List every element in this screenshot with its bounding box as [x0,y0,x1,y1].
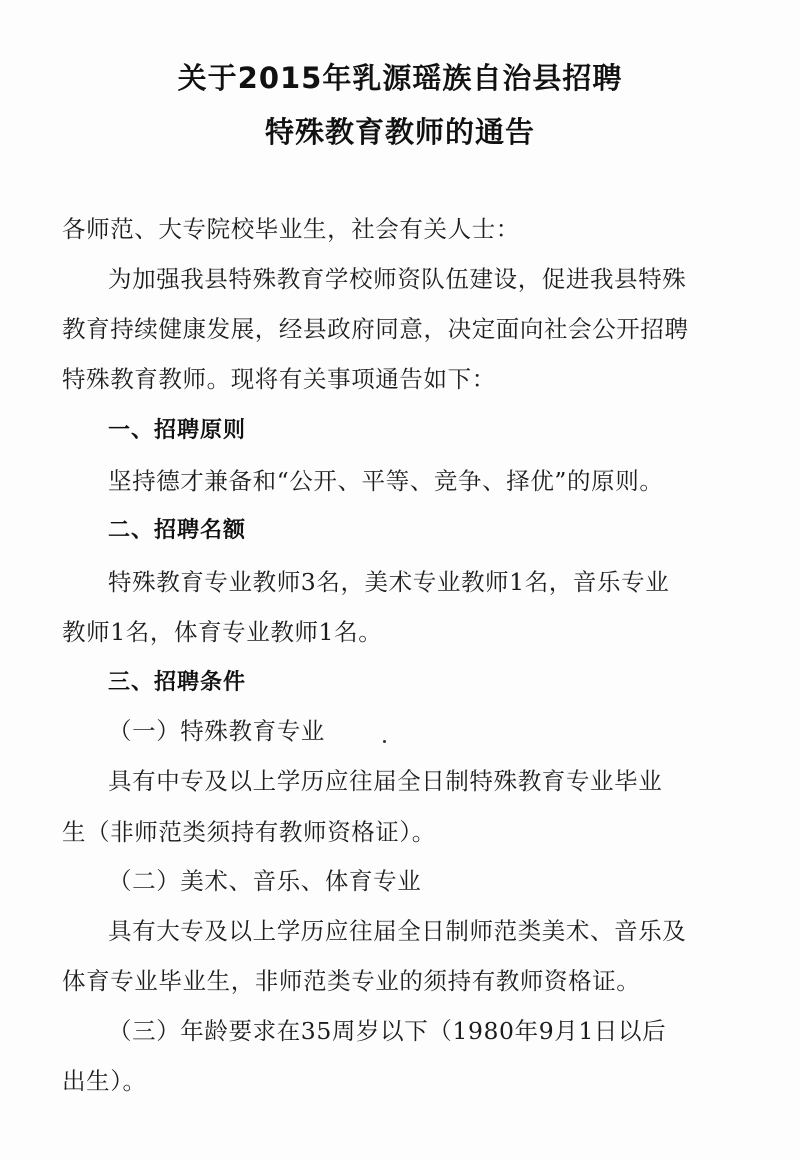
special-education-line-2: 生（非师范类须持有教师资格证）。 [62,818,436,846]
scan-speck [383,740,386,743]
document-title-line-2: 特殊教育教师的通告 [264,115,535,149]
section-heading-quota: 二、招聘名额 [108,518,247,543]
section-heading-conditions: 三、招聘条件 [108,670,247,695]
subsection-heading-special-education: （一）特殊教育专业 [108,717,325,745]
intro-line-1: 为加强我县特殊教育学校师资队伍建设，促进我县特殊 [108,265,687,293]
section-heading-principles: 一、招聘原则 [108,418,247,443]
age-requirement-line-1: （三）年龄要求在35周岁以下（1980年9月1日以后 [108,1017,667,1045]
arts-line-1: 具有大专及以上学历应往届全日制师范类美术、音乐及 [108,917,687,945]
document-title-line-1: 关于2015年乳源瑶族自治县招聘 [177,61,623,95]
arts-line-2: 体育专业毕业生，非师范类专业的须持有教师资格证。 [62,967,641,995]
intro-line-3: 特殊教育教师。现将有关事项通告如下： [62,365,496,393]
principles-text: 坚持德才兼备和“公开、平等、竞争、择优”的原则。 [108,467,664,495]
special-education-line-1: 具有中专及以上学历应往届全日制特殊教育专业毕业 [108,767,663,795]
age-requirement-line-2: 出生）。 [62,1067,147,1095]
salutation: 各师范、大专院校毕业生，社会有关人士： [62,215,520,243]
intro-line-2: 教育持续健康发展，经县政府同意，决定面向社会公开招聘 [62,315,689,343]
quota-line-2: 教师1名，体育专业教师1名。 [62,618,383,646]
quota-line-1: 特殊教育专业教师3名，美术专业教师1名，音乐专业 [108,568,670,596]
subsection-heading-arts: （二）美术、音乐、体育专业 [108,867,422,895]
